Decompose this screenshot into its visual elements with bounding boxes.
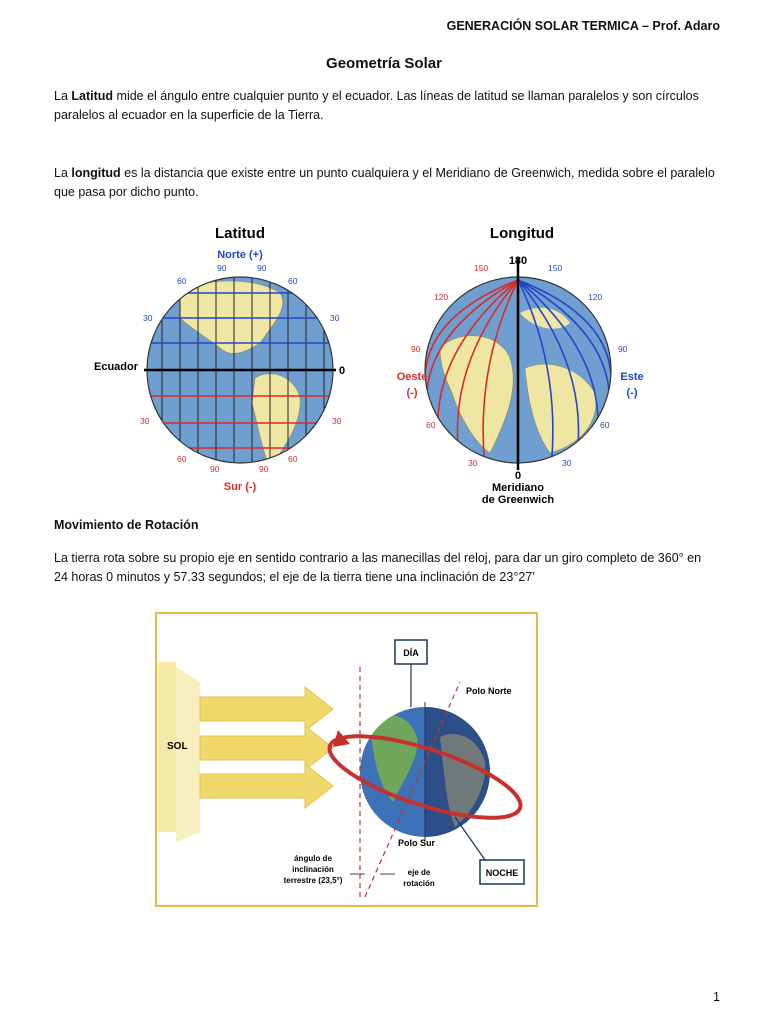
document-header: GENERACIÓN SOLAR TERMICA – Prof. Adaro (446, 19, 720, 33)
rotation-figure (155, 612, 538, 907)
south-degree-label: 90 (259, 464, 269, 474)
south-degree-label: 30 (140, 416, 150, 426)
latitud-prefix: La (54, 89, 72, 103)
east-degree-label: 90 (618, 344, 628, 354)
latitud-zero-label: 0 (339, 365, 346, 377)
axis-label-line: rotación (403, 879, 435, 888)
east-degree-label: 120 (588, 292, 603, 302)
norte-label: Norte (+) (217, 249, 263, 261)
page-number: 1 (713, 990, 720, 1004)
north-degree-label: 90 (257, 263, 267, 273)
oeste-sign: (-) (406, 387, 418, 399)
west-degree-label: 120 (434, 292, 449, 302)
este-sign: (-) (626, 387, 638, 399)
south-degree-label: 60 (177, 454, 187, 464)
greenwich-label: de Greenwich (481, 494, 555, 506)
latitud-text: mide el ángulo entre cualquier punto y el ecuador. Las líneas de latitud se llaman paralelos y son círculos paralelos al ecuador en la superficie de la Tierra. (54, 89, 699, 122)
longitud-globe (425, 258, 611, 470)
east-degree-label: 30 (562, 458, 572, 468)
polo-norte-label: Polo Norte (466, 686, 512, 696)
latitud-longitud-figure (80, 218, 680, 513)
longitud-term: longitud (71, 166, 121, 180)
longitud-180-label: 180 (508, 255, 528, 267)
longitud-paragraph (54, 164, 718, 202)
latitud-globe (140, 268, 340, 478)
longitud-prefix: La (54, 166, 72, 180)
longitud-zero-label: 0 (514, 470, 522, 482)
west-degree-label: 150 (474, 263, 489, 273)
south-degree-label: 60 (288, 454, 298, 464)
sun-arrows (200, 687, 333, 808)
west-degree-label: 30 (468, 458, 478, 468)
noche-label: NOCHE (485, 868, 519, 878)
longitud-text: es la distancia que existe entre un punto cualquiera y el Meridiano de Greenwich, medida sobre el paralelo que pasa por dicho punto. (54, 166, 715, 199)
page-title: Geometría Solar (326, 55, 442, 72)
sur-label: Sur (-) (223, 481, 257, 493)
east-degree-label: 60 (600, 420, 610, 430)
sol-label: SOL (167, 741, 188, 752)
south-degree-label: 90 (210, 464, 220, 474)
meridiano-label: Meridiano (492, 482, 544, 494)
ecuador-label: Ecuador (93, 361, 138, 373)
dia-label: DÍA (403, 648, 419, 658)
north-degree-label: 60 (177, 276, 187, 286)
longitud-figure-title: Longitud (489, 225, 555, 242)
oeste-label: Oeste (396, 371, 428, 383)
north-degree-label: 30 (330, 313, 340, 323)
axis-label-line: eje de (407, 868, 431, 877)
este-label: Este (620, 371, 644, 383)
latitud-paragraph (54, 87, 718, 125)
latitud-term: Latitud (71, 89, 114, 103)
west-degree-label: 90 (411, 344, 421, 354)
south-degree-label: 30 (332, 416, 342, 426)
north-degree-label: 90 (217, 263, 227, 273)
rotacion-paragraph: La tierra rota sobre su propio eje en sentido contrario a las manecillas del reloj, para dar un giro completo de 360° en 24 horas 0 minutos y 57.33 segundos; el eje de la tierra tiene una inclinación de 23°27’ (54, 551, 702, 584)
angle-label-line: ángulo de (294, 854, 332, 863)
west-degree-label: 60 (426, 420, 436, 430)
north-degree-label: 60 (288, 276, 298, 286)
polo-sur-label: Polo Sur (398, 838, 436, 848)
angle-label-line: terrestre (23,5°) (283, 876, 343, 885)
section-title-rotacion: Movimiento de Rotación (54, 518, 199, 532)
angle-label-line: inclinación (292, 865, 334, 874)
north-degree-label: 30 (143, 313, 153, 323)
east-degree-label: 150 (548, 263, 563, 273)
latitud-figure-title: Latitud (215, 225, 265, 242)
